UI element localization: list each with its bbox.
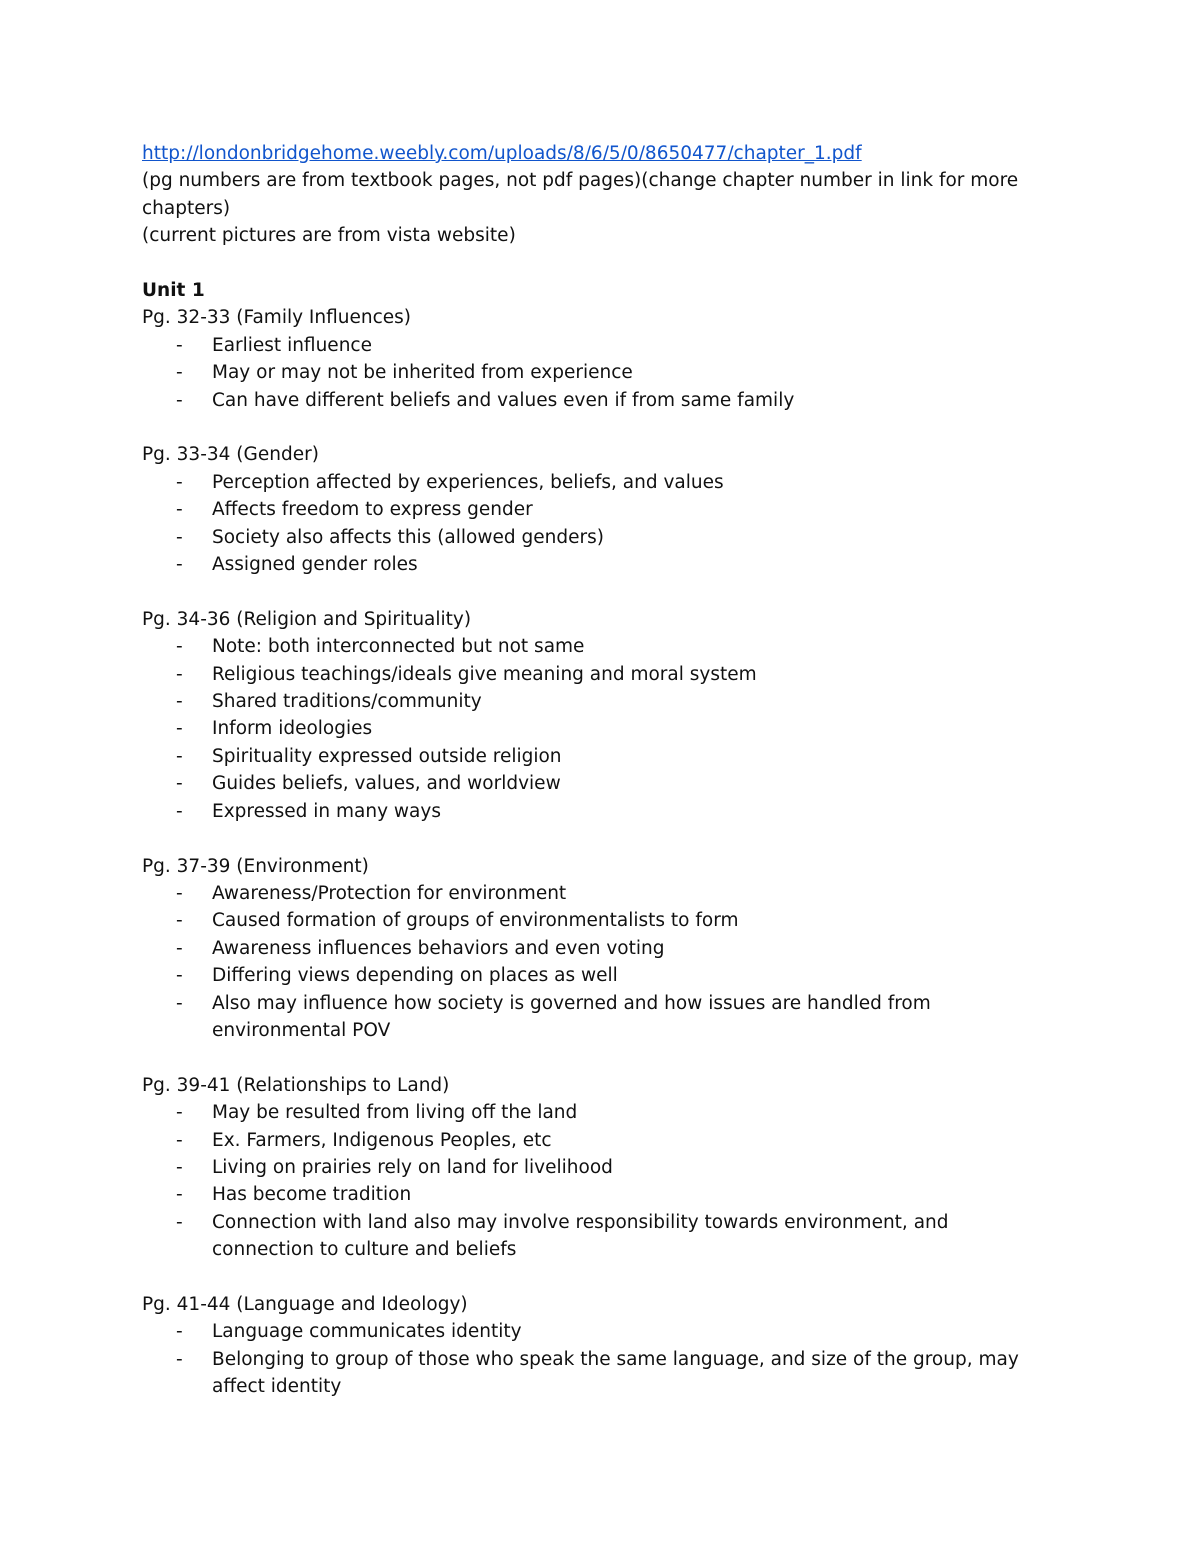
bullet-text: Inform ideologies [212, 718, 373, 740]
dash-bullet-icon: - [176, 636, 183, 658]
sections-container [142, 304, 1042, 1400]
bullet-item [142, 935, 1042, 962]
dash-bullet-icon: - [176, 526, 183, 548]
bullet-item [142, 332, 1042, 359]
bullet-text: Spirituality expressed outside religion [212, 745, 562, 767]
dash-bullet-icon: - [176, 773, 183, 795]
bullet-item [142, 359, 1042, 386]
bullet-list [142, 1099, 1042, 1263]
bullet-text: Guides beliefs, values, and worldview [212, 773, 561, 795]
document-body [142, 140, 1042, 1401]
bullet-text: Awareness influences behaviors and even voting [212, 937, 665, 959]
bullet-item [142, 798, 1042, 825]
dash-bullet-icon: - [176, 965, 183, 987]
bullet-list [142, 332, 1042, 414]
notes-section [142, 853, 1042, 1072]
bullet-list [142, 469, 1042, 579]
dash-bullet-icon: - [176, 1129, 183, 1151]
bullet-list [142, 880, 1042, 1044]
bullet-text: Also may influence how society is governed and how issues are handled from environmental POV [212, 992, 931, 1041]
bullet-item [142, 1346, 1042, 1401]
dash-bullet-icon: - [176, 389, 183, 411]
dash-bullet-icon: - [176, 691, 183, 713]
dash-bullet-icon: - [176, 1211, 183, 1233]
bullet-text: Connection with land also may involve responsibility towards environment, and connection to culture and beliefs [212, 1211, 949, 1261]
bullet-text: Has become tradition [212, 1184, 412, 1206]
dash-bullet-icon: - [176, 800, 183, 822]
bullet-text: Belonging to group of those who speak the same language, and size of the group, may affect identity [212, 1348, 1019, 1398]
dash-bullet-icon: - [176, 1321, 183, 1343]
bullet-item [142, 688, 1042, 715]
bullet-text: Perception affected by experiences, beliefs, and values [212, 471, 724, 493]
bullet-text: Religious teachings/ideals give meaning and moral system [212, 663, 757, 685]
bullet-text: May be resulted from living off the land [212, 1102, 578, 1124]
dash-bullet-icon: - [176, 745, 183, 767]
dash-bullet-icon: - [176, 882, 183, 904]
bullet-item [142, 1099, 1042, 1126]
spacer [142, 1044, 1042, 1071]
bullet-text: Expressed in many ways [212, 800, 441, 822]
bullet-text: Language communicates identity [212, 1321, 522, 1343]
spacer [142, 825, 1042, 852]
bullet-text: Living on prairies rely on land for livelihood [212, 1156, 613, 1178]
bullet-text: Shared traditions/community [212, 691, 482, 713]
notes-section [142, 606, 1042, 853]
bullet-text: Affects freedom to express gender [212, 499, 533, 521]
notes-section [142, 1291, 1042, 1401]
bullet-item [142, 661, 1042, 688]
unit-title: Unit 1 [142, 280, 205, 302]
dash-bullet-icon: - [176, 910, 183, 932]
dash-bullet-icon: - [176, 718, 183, 740]
bullet-item [142, 743, 1042, 770]
section-heading: Pg. 39-41 (Relationships to Land) [142, 1074, 450, 1096]
dash-bullet-icon: - [176, 1348, 183, 1370]
bullet-item [142, 880, 1042, 907]
bullet-text: Awareness/Protection for environment [212, 882, 567, 904]
bullet-text: Ex. Farmers, Indigenous Peoples, etc [212, 1129, 552, 1151]
bullet-item [142, 990, 1042, 1045]
bullet-item [142, 496, 1042, 523]
section-heading: Pg. 33-34 (Gender) [142, 444, 319, 466]
bullet-item [142, 1318, 1042, 1345]
bullet-item [142, 469, 1042, 496]
notes-section [142, 441, 1042, 605]
bullet-text: Can have different beliefs and values even if from same family [212, 389, 795, 411]
section-heading: Pg. 41-44 (Language and Ideology) [142, 1293, 468, 1315]
dash-bullet-icon: - [176, 499, 183, 521]
bullet-item [142, 962, 1042, 989]
bullet-item [142, 1127, 1042, 1154]
section-heading: Pg. 37-39 (Environment) [142, 855, 369, 877]
bullet-item [142, 1154, 1042, 1181]
bullet-text: Note: both interconnected but not same [212, 636, 585, 658]
dash-bullet-icon: - [176, 1102, 183, 1124]
bullet-item [142, 633, 1042, 660]
dash-bullet-icon: - [176, 554, 183, 576]
bullet-item [142, 551, 1042, 578]
bullet-item [142, 715, 1042, 742]
bullet-text: Assigned gender roles [212, 554, 418, 576]
bullet-text: Differing views depending on places as well [212, 965, 618, 987]
dash-bullet-icon: - [176, 663, 183, 685]
spacer [142, 250, 1042, 277]
spacer [142, 578, 1042, 605]
dash-bullet-icon: - [176, 362, 183, 384]
dash-bullet-icon: - [176, 992, 183, 1014]
bullet-text: May or may not be inherited from experience [212, 362, 633, 384]
chapter-pdf-link[interactable]: http://londonbridgehome.weebly.com/uploads/8/6/5/0/8650477/chapter_1.pdf [142, 143, 862, 164]
section-heading: Pg. 34-36 (Religion and Spirituality) [142, 608, 472, 630]
bullet-item [142, 770, 1042, 797]
spacer [142, 414, 1042, 441]
dash-bullet-icon: - [176, 471, 183, 493]
bullet-list [142, 1318, 1042, 1400]
bullet-item [142, 1209, 1042, 1264]
page-number-note: (pg numbers are from textbook pages, not pdf pages)(change chapter number in link for more chapters) [142, 170, 1019, 219]
notes-section [142, 304, 1042, 441]
bullet-text: Society also affects this (allowed genders) [212, 526, 604, 548]
pictures-source-note: (current pictures are from vista website) [142, 225, 516, 247]
bullet-item [142, 907, 1042, 934]
notes-section [142, 1072, 1042, 1291]
spacer [142, 1264, 1042, 1291]
bullet-text: Earliest influence [212, 334, 372, 356]
section-heading: Pg. 32-33 (Family Influences) [142, 307, 411, 329]
bullet-item [142, 1181, 1042, 1208]
dash-bullet-icon: - [176, 334, 183, 356]
bullet-text: Caused formation of groups of environmentalists to form [212, 910, 739, 932]
bullet-list [142, 633, 1042, 825]
dash-bullet-icon: - [176, 1184, 183, 1206]
dash-bullet-icon: - [176, 937, 183, 959]
bullet-item [142, 387, 1042, 414]
dash-bullet-icon: - [176, 1156, 183, 1178]
bullet-item [142, 524, 1042, 551]
